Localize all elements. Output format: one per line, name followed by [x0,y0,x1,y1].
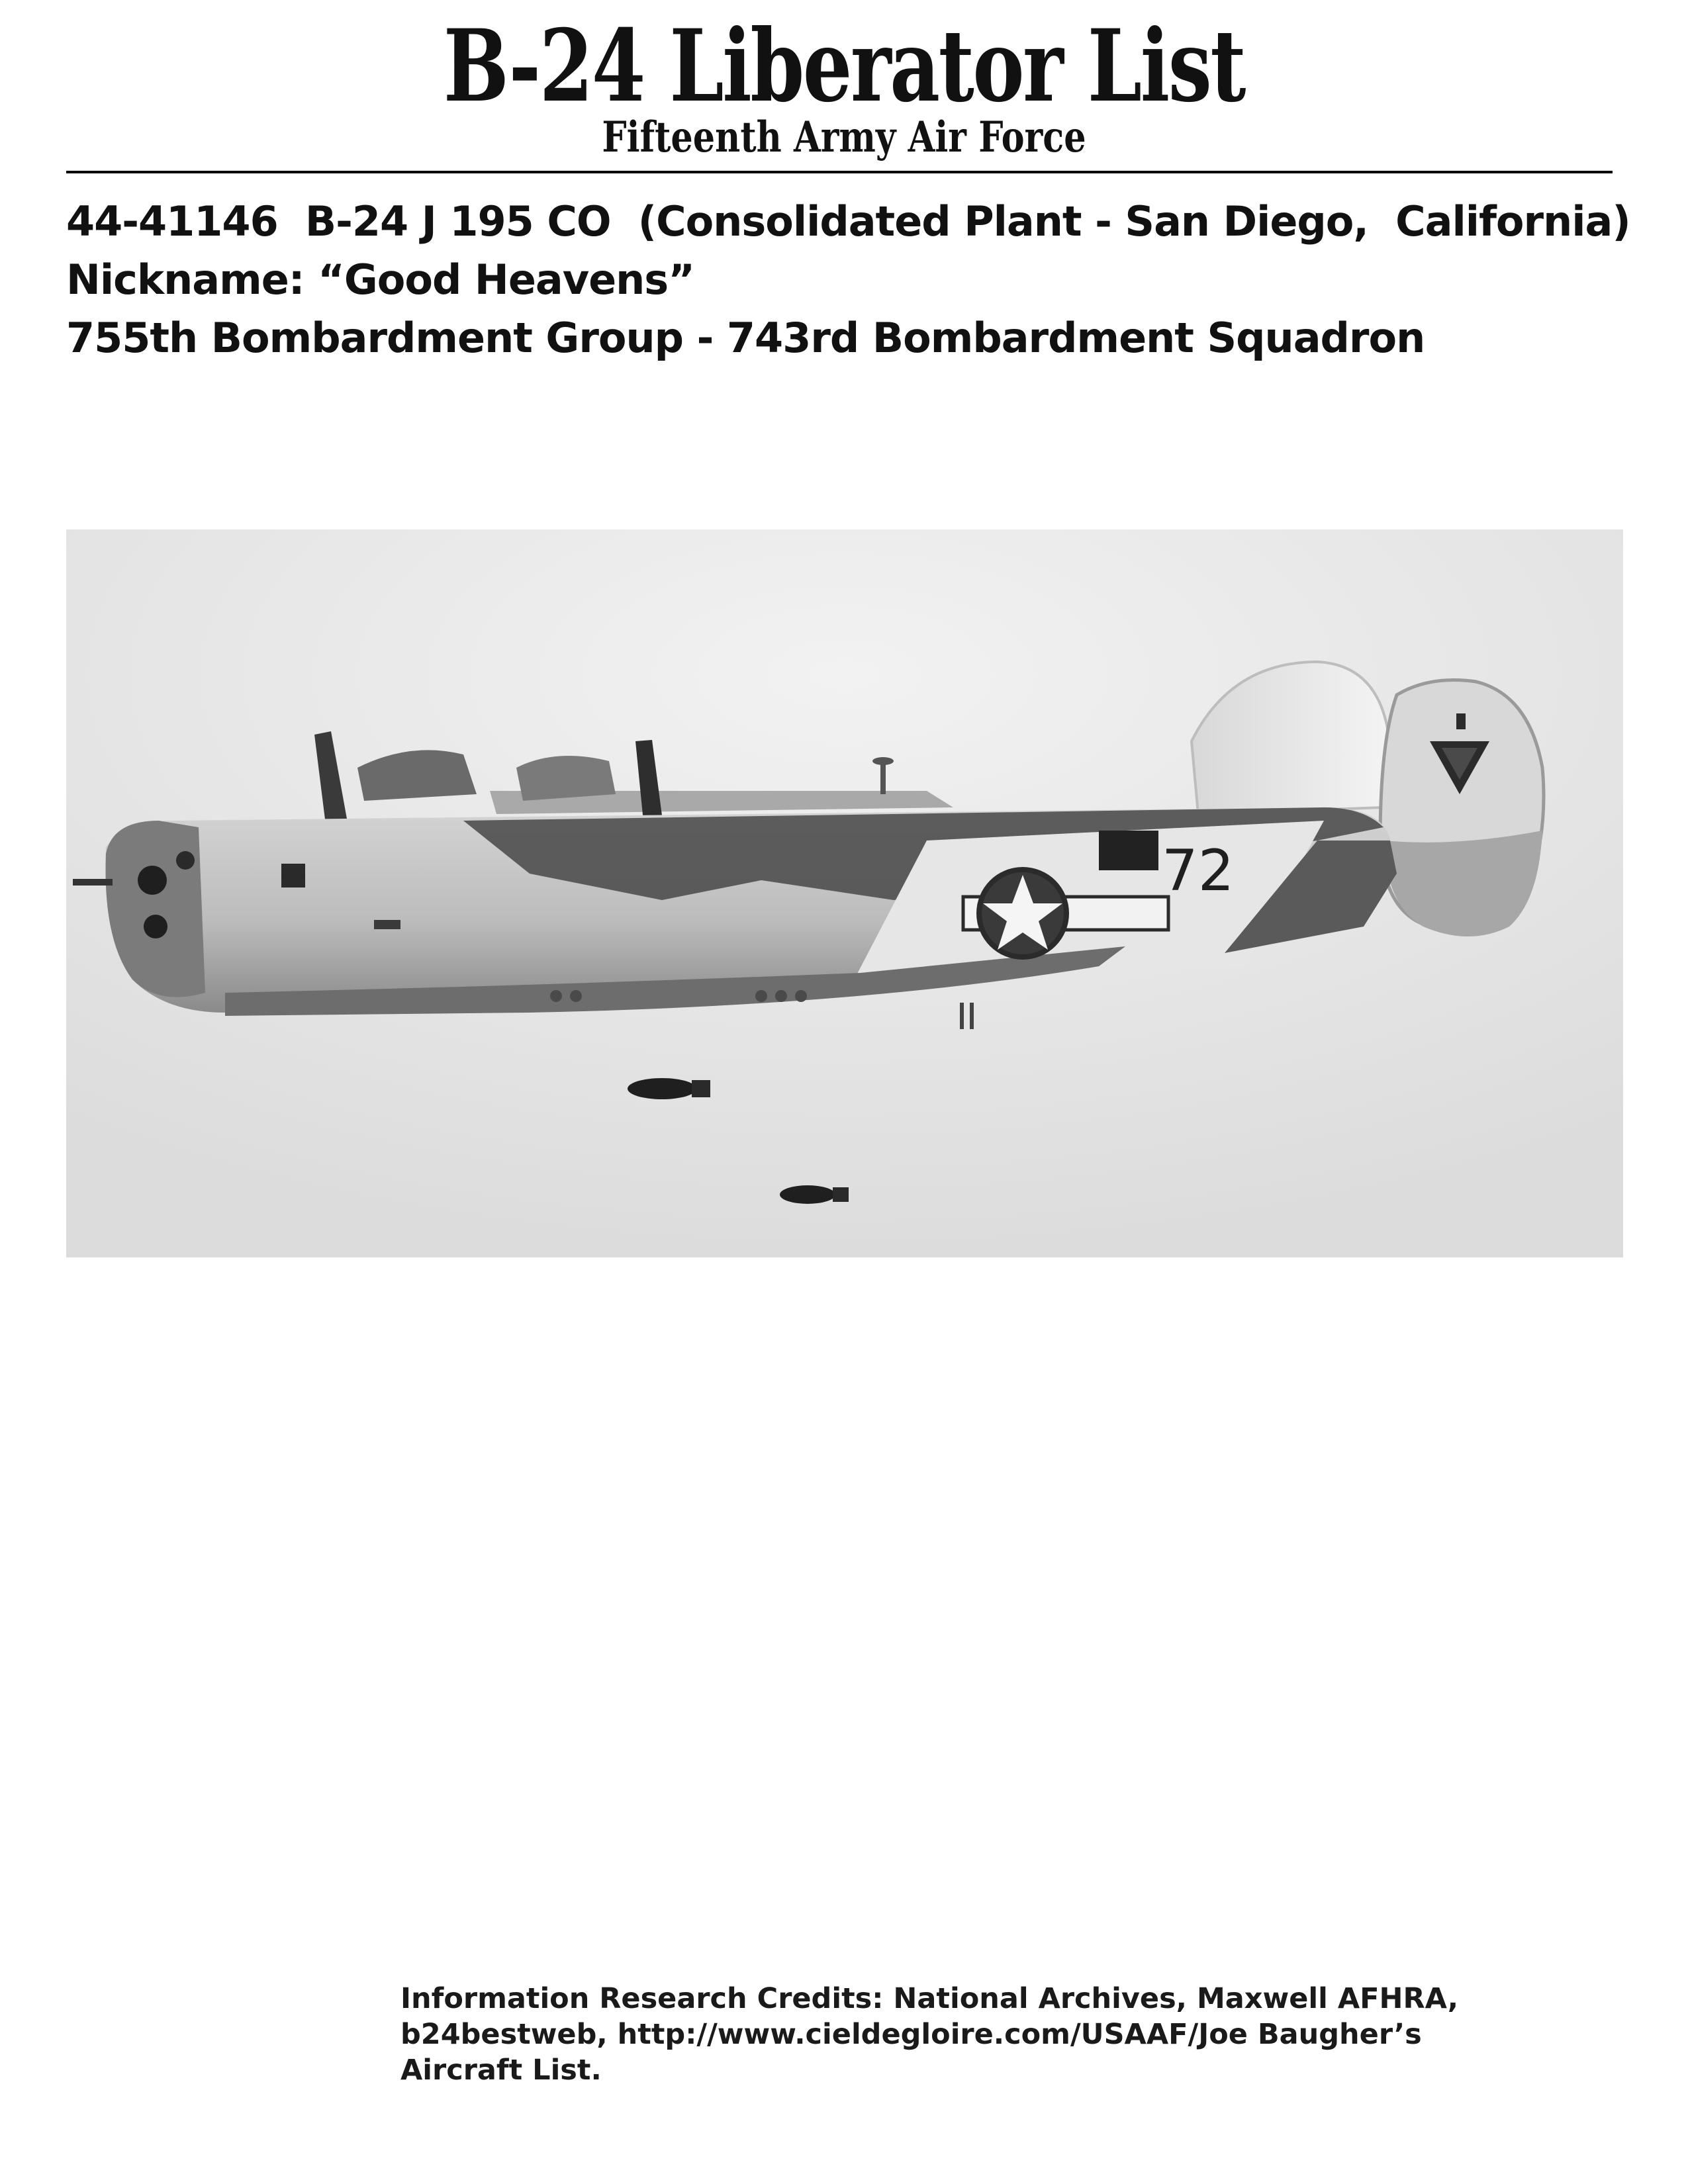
aircraft-photo [66,529,1623,1257]
aircraft-unit: 755th Bombardment Group - 743rd Bombardment Squadron [66,314,1425,362]
page-subtitle: Fifteenth Army Air Force [602,113,1086,162]
tail-number: 72 [1162,838,1235,904]
aircraft-serial: 44-41146 B-24 J 195 CO (Consolidated Plant - San Diego, California) [66,197,1630,246]
credits-line: Aircraft List. [400,2054,602,2087]
title-divider [66,171,1613,173]
credits-line: Information Research Credits: National Archives, Maxwell AFHRA, [400,1982,1459,2015]
page-title: B-24 Liberator List [443,8,1245,124]
aircraft-nickname: Nickname: “Good Heavens” [66,255,694,304]
research-credits [400,1981,1459,2088]
credits-line: b24bestweb, http://www.cieldegloire.com/USAAF/Joe Baugher’s [400,2018,1422,2051]
